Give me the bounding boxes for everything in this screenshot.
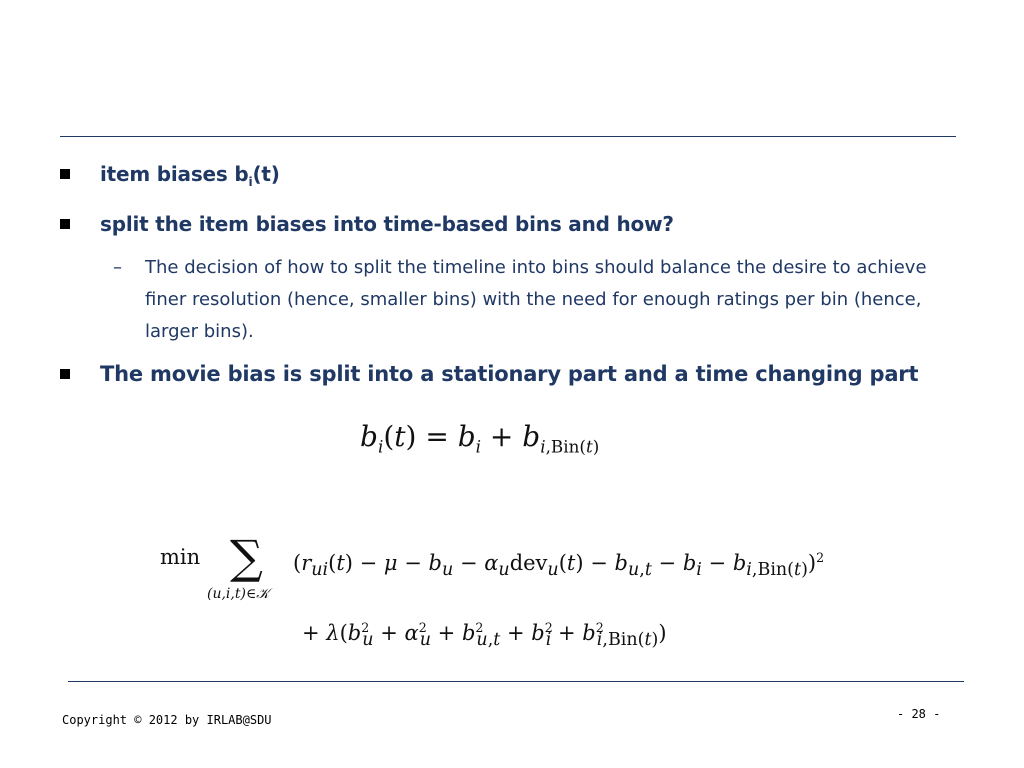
footer-divider (68, 681, 964, 682)
footer-copyright: Copyright © 2012 by IRLAB@SDU (62, 713, 272, 727)
header-divider (60, 136, 956, 137)
bullet-split-bins (60, 212, 674, 236)
bullet-text: The movie bias is split into a stationary part and a time changing part (100, 362, 919, 386)
bullet-text: split the item biases into time-based bins and how? (100, 212, 674, 236)
dash-bullet-icon: – (113, 257, 122, 278)
square-bullet-icon (60, 369, 70, 379)
sub-bullet-decision (113, 252, 973, 348)
summation-subscript: (u,i,t)∈𝒦 (207, 586, 270, 602)
equation-objective-line2: + $\lambda(b^2_u + \alpha^2_u + b^2_{u,t} + b^2_i + b^2_{i,Bin(t)})$ (302, 620, 667, 651)
equation-item-bias: $b_i(t) = b_i + b_{i,Bin(t)}$ (360, 420, 600, 457)
bullet-item-biases (60, 162, 280, 189)
square-bullet-icon (60, 169, 70, 179)
equation-min-label: min (160, 545, 201, 569)
equation-objective-line1: $(r_{ui}(t) - \mu - b_u - \alpha_udev_u(t) - b_{u,t} - b_i - b_{i,Bin(t)})^2$ (293, 550, 825, 581)
page-number: - 28 - (897, 707, 941, 721)
summation-symbol: ∑ (230, 530, 263, 584)
sub-bullet-text: The decision of how to split the timeline into bins should balance the desire to achieve finer resolution (hence, smaller bins) with the need for enough ratings per bin (hence, larger bins). (145, 257, 927, 342)
bullet-movie-bias (60, 362, 918, 386)
square-bullet-icon (60, 219, 70, 229)
bullet-text: item biases $b_i(t)$ (100, 162, 280, 189)
